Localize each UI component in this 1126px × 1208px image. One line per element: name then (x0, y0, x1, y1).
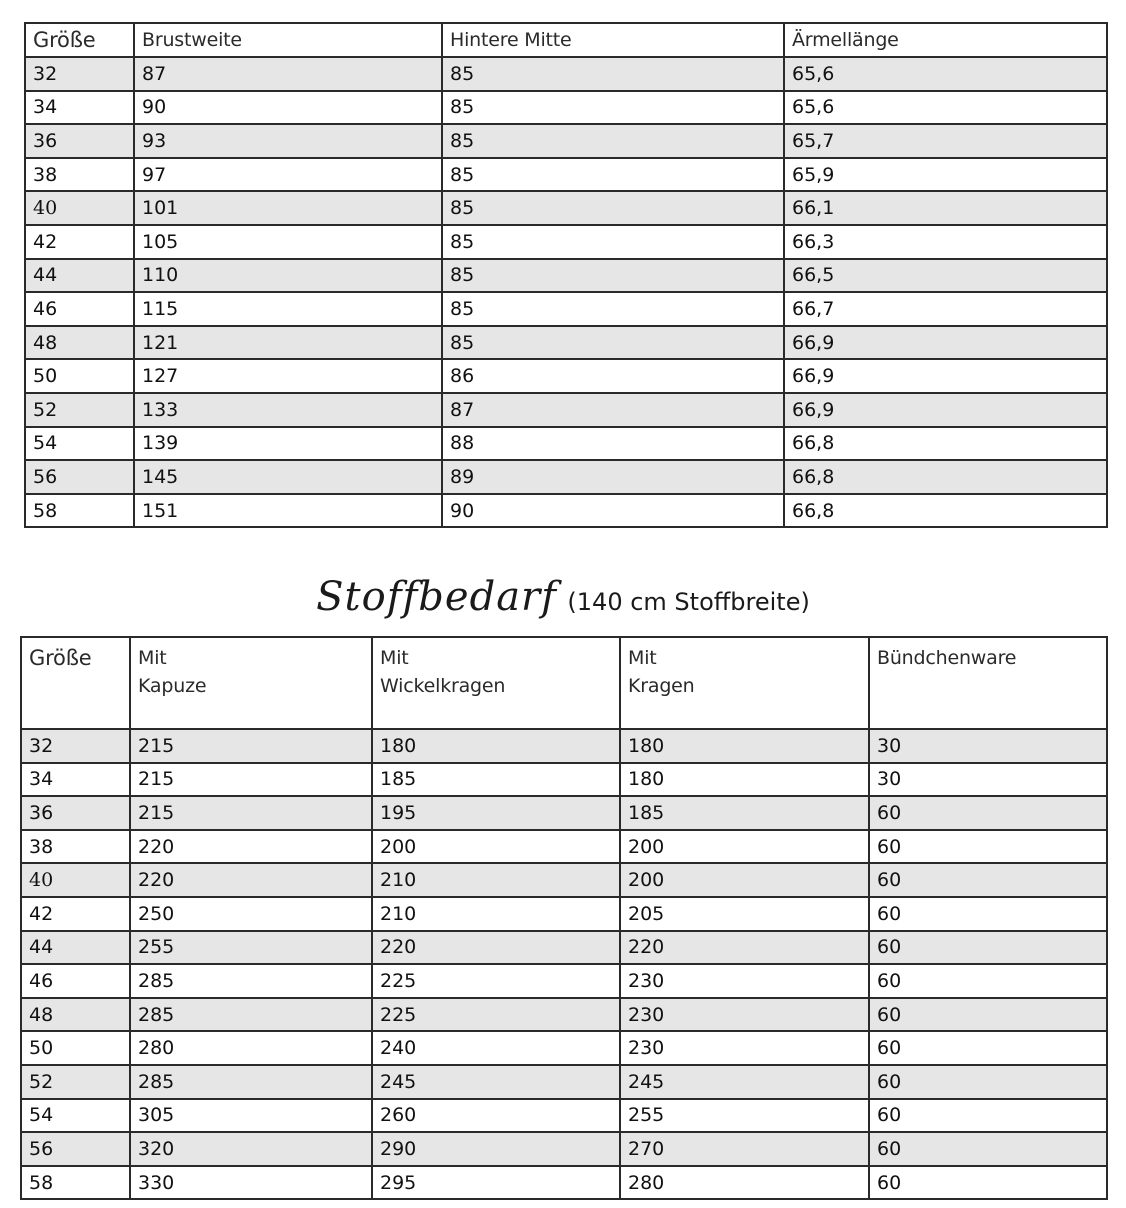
ribbing-cell: 60 (869, 964, 1107, 998)
fabric-row (21, 1132, 1107, 1166)
measurement-header-row (25, 23, 1107, 57)
header-chest-width: Brustweite (134, 23, 442, 57)
with-collar-cell: 180 (620, 729, 869, 763)
ribbing-cell: 60 (869, 1166, 1107, 1200)
fabric-requirement-table (20, 636, 1108, 1200)
size-cell: 50 (21, 1031, 130, 1065)
with-wrap-collar-cell: 195 (372, 796, 620, 830)
size-cell: 44 (25, 259, 134, 293)
size-cell: 54 (21, 1099, 130, 1133)
ribbing-cell: 30 (869, 763, 1107, 797)
size-cell: 36 (21, 796, 130, 830)
back-center-cell: 85 (442, 326, 784, 360)
chest-width-cell: 151 (134, 494, 442, 528)
chest-width-cell: 110 (134, 259, 442, 293)
ribbing-cell: 60 (869, 1065, 1107, 1099)
measurement-row (25, 57, 1107, 91)
sleeve-length-cell: 66,3 (784, 225, 1107, 259)
sleeve-length-cell: 66,9 (784, 359, 1107, 393)
measurement-row (25, 259, 1107, 293)
chest-width-cell: 139 (134, 427, 442, 461)
chest-width-cell: 121 (134, 326, 442, 360)
back-center-cell: 85 (442, 259, 784, 293)
header-size: Größe (25, 23, 134, 57)
fabric-row (21, 998, 1107, 1032)
size-cell: 42 (25, 225, 134, 259)
with-collar-cell: 185 (620, 796, 869, 830)
with-collar-cell: 200 (620, 830, 869, 864)
with-collar-cell: 200 (620, 863, 869, 897)
with-hood-cell: 285 (130, 1065, 372, 1099)
measurement-row (25, 91, 1107, 125)
size-cell: 48 (25, 326, 134, 360)
fabric-row (21, 1031, 1107, 1065)
ribbing-cell: 30 (869, 729, 1107, 763)
back-center-cell: 87 (442, 393, 784, 427)
with-hood-cell: 320 (130, 1132, 372, 1166)
measurement-row (25, 359, 1107, 393)
with-collar-cell: 205 (620, 897, 869, 931)
chest-width-cell: 127 (134, 359, 442, 393)
ribbing-cell: 60 (869, 998, 1107, 1032)
measurement-row (25, 292, 1107, 326)
fabric-row (21, 763, 1107, 797)
size-cell: 52 (25, 393, 134, 427)
sleeve-length-cell: 65,7 (784, 124, 1107, 158)
with-wrap-collar-cell: 180 (372, 729, 620, 763)
back-center-cell: 85 (442, 158, 784, 192)
ribbing-cell: 60 (869, 1132, 1107, 1166)
sleeve-length-cell: 66,8 (784, 494, 1107, 528)
ribbing-cell: 60 (869, 796, 1107, 830)
size-cell: 50 (25, 359, 134, 393)
sleeve-length-cell: 66,8 (784, 460, 1107, 494)
header-with-hood-line2: Kapuze (138, 675, 207, 697)
size-cell: 34 (25, 91, 134, 125)
sleeve-length-cell: 66,9 (784, 326, 1107, 360)
chest-width-cell: 115 (134, 292, 442, 326)
size-cell: 54 (25, 427, 134, 461)
header-with-wrap-collar-line1: Mit (380, 647, 409, 669)
header-ribbing (869, 637, 1107, 729)
sleeve-length-cell: 65,6 (784, 91, 1107, 125)
with-collar-cell: 230 (620, 998, 869, 1032)
sleeve-length-cell: 65,9 (784, 158, 1107, 192)
size-cell: 32 (25, 57, 134, 91)
fabric-header-row (21, 637, 1107, 729)
size-cell: 40 (25, 191, 134, 225)
with-hood-cell: 280 (130, 1031, 372, 1065)
with-wrap-collar-cell: 200 (372, 830, 620, 864)
chest-width-cell: 97 (134, 158, 442, 192)
measurement-row (25, 191, 1107, 225)
ribbing-cell: 60 (869, 931, 1107, 965)
ribbing-cell: 60 (869, 830, 1107, 864)
with-hood-cell: 250 (130, 897, 372, 931)
measurement-row (25, 427, 1107, 461)
size-cell: 46 (25, 292, 134, 326)
size-cell: 44 (21, 931, 130, 965)
with-hood-cell: 215 (130, 763, 372, 797)
with-collar-cell: 220 (620, 931, 869, 965)
with-wrap-collar-cell: 225 (372, 998, 620, 1032)
with-wrap-collar-cell: 185 (372, 763, 620, 797)
size-cell: 58 (25, 494, 134, 528)
fabric-row (21, 830, 1107, 864)
chest-width-cell: 87 (134, 57, 442, 91)
with-hood-cell: 220 (130, 830, 372, 864)
back-center-cell: 89 (442, 460, 784, 494)
header-with-wrap-collar-line2: Wickelkragen (380, 675, 506, 697)
fabric-row (21, 964, 1107, 998)
fabric-row (21, 1166, 1107, 1200)
back-center-cell: 85 (442, 225, 784, 259)
header-with-collar-line2: Kragen (628, 675, 695, 697)
size-cell: 56 (21, 1132, 130, 1166)
fabric-row (21, 931, 1107, 965)
measurement-table (24, 22, 1108, 528)
header-with-collar-line1: Mit (628, 647, 657, 669)
with-hood-cell: 215 (130, 729, 372, 763)
back-center-cell: 85 (442, 292, 784, 326)
title-subtitle: (140 cm Stoffbreite) (567, 588, 810, 616)
size-cell: 36 (25, 124, 134, 158)
fabric-requirement-title (0, 574, 1126, 634)
fabric-row (21, 863, 1107, 897)
size-cell: 34 (21, 763, 130, 797)
with-collar-cell: 280 (620, 1166, 869, 1200)
header-size (21, 637, 130, 729)
back-center-cell: 85 (442, 91, 784, 125)
sleeve-length-cell: 66,1 (784, 191, 1107, 225)
chest-width-cell: 133 (134, 393, 442, 427)
measurement-row (25, 225, 1107, 259)
sleeve-length-cell: 66,7 (784, 292, 1107, 326)
sleeve-length-cell: 66,5 (784, 259, 1107, 293)
with-collar-cell: 245 (620, 1065, 869, 1099)
back-center-cell: 85 (442, 57, 784, 91)
with-wrap-collar-cell: 220 (372, 931, 620, 965)
size-cell: 32 (21, 729, 130, 763)
with-wrap-collar-cell: 210 (372, 863, 620, 897)
fabric-row (21, 1099, 1107, 1133)
ribbing-cell: 60 (869, 1031, 1107, 1065)
with-wrap-collar-cell: 225 (372, 964, 620, 998)
sleeve-length-cell: 66,8 (784, 427, 1107, 461)
with-hood-cell: 305 (130, 1099, 372, 1133)
back-center-cell: 86 (442, 359, 784, 393)
sleeve-length-cell: 66,9 (784, 393, 1107, 427)
size-cell: 42 (21, 897, 130, 931)
chest-width-cell: 93 (134, 124, 442, 158)
measurement-row (25, 460, 1107, 494)
with-wrap-collar-cell: 290 (372, 1132, 620, 1166)
ribbing-cell: 60 (869, 897, 1107, 931)
header-size-label: Größe (29, 646, 92, 670)
with-wrap-collar-cell: 245 (372, 1065, 620, 1099)
chest-width-cell: 145 (134, 460, 442, 494)
header-sleeve-length: Ärmellänge (784, 23, 1107, 57)
fabric-row (21, 796, 1107, 830)
measurement-row (25, 326, 1107, 360)
size-cell: 52 (21, 1065, 130, 1099)
back-center-cell: 88 (442, 427, 784, 461)
with-collar-cell: 180 (620, 763, 869, 797)
header-ribbing-label: Bündchenware (877, 647, 1017, 669)
back-center-cell: 85 (442, 124, 784, 158)
header-with-collar (620, 637, 869, 729)
with-hood-cell: 220 (130, 863, 372, 897)
header-with-hood-line1: Mit (138, 647, 167, 669)
with-collar-cell: 230 (620, 964, 869, 998)
with-hood-cell: 215 (130, 796, 372, 830)
measurement-row (25, 158, 1107, 192)
with-hood-cell: 330 (130, 1166, 372, 1200)
size-cell: 58 (21, 1166, 130, 1200)
with-collar-cell: 255 (620, 1099, 869, 1133)
header-with-wrap-collar (372, 637, 620, 729)
ribbing-cell: 60 (869, 863, 1107, 897)
with-hood-cell: 255 (130, 931, 372, 965)
measurement-row (25, 494, 1107, 528)
size-cell: 38 (25, 158, 134, 192)
size-cell: 40 (21, 863, 130, 897)
sleeve-length-cell: 65,6 (784, 57, 1107, 91)
ribbing-cell: 60 (869, 1099, 1107, 1133)
with-wrap-collar-cell: 210 (372, 897, 620, 931)
header-back-center: Hintere Mitte (442, 23, 784, 57)
fabric-row (21, 729, 1107, 763)
size-cell: 38 (21, 830, 130, 864)
fabric-row (21, 897, 1107, 931)
size-cell: 56 (25, 460, 134, 494)
with-hood-cell: 285 (130, 964, 372, 998)
chest-width-cell: 90 (134, 91, 442, 125)
fabric-row (21, 1065, 1107, 1099)
with-hood-cell: 285 (130, 998, 372, 1032)
measurement-row (25, 393, 1107, 427)
with-collar-cell: 230 (620, 1031, 869, 1065)
chest-width-cell: 101 (134, 191, 442, 225)
header-with-hood (130, 637, 372, 729)
back-center-cell: 90 (442, 494, 784, 528)
with-collar-cell: 270 (620, 1132, 869, 1166)
measurement-row (25, 124, 1107, 158)
with-wrap-collar-cell: 295 (372, 1166, 620, 1200)
size-cell: 46 (21, 964, 130, 998)
chest-width-cell: 105 (134, 225, 442, 259)
back-center-cell: 85 (442, 191, 784, 225)
with-wrap-collar-cell: 260 (372, 1099, 620, 1133)
size-cell: 48 (21, 998, 130, 1032)
with-wrap-collar-cell: 240 (372, 1031, 620, 1065)
title-script: Stoffbedarf (316, 574, 557, 620)
